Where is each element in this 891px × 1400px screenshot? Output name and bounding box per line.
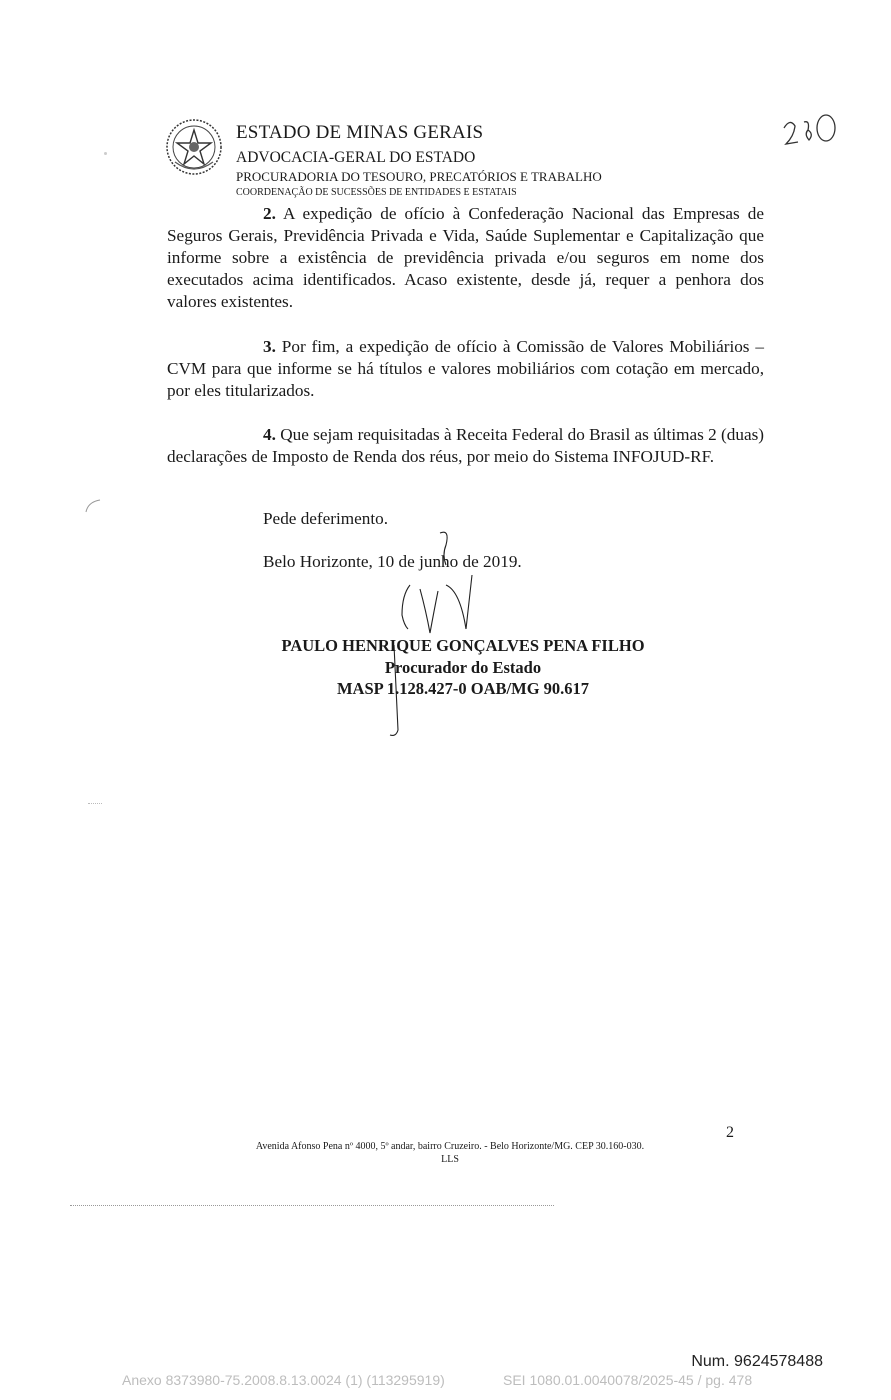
annex-watermark: Anexo 8373980-75.2008.8.13.0024 (1) (113295919) xyxy=(122,1372,445,1388)
paragraph-text: Que sejam requisitadas à Receita Federal do Brasil as últimas 2 (duas) declarações de Imposto de Renda dos réus, por meio do Sistema INFOJUD-RF. xyxy=(167,425,764,466)
paragraph-number: 2. xyxy=(263,204,276,223)
closing-request: Pede deferimento. xyxy=(263,509,389,528)
header-procuradoria: PROCURADORIA DO TESOURO, PRECATÓRIOS E TRABALHO xyxy=(236,169,602,184)
signatory-registration: MASP 1.128.427-0 OAB/MG 90.617 xyxy=(336,679,590,698)
place-and-date: Belo Horizonte, 10 de junho de 2019. xyxy=(263,552,522,571)
paragraph-number: 3. xyxy=(263,337,276,356)
paragraph-item-2 xyxy=(167,203,764,313)
header-agency: ADVOCACIA-GERAL DO ESTADO xyxy=(236,149,476,166)
handwritten-page-number xyxy=(780,110,844,154)
footer-page-number: 2 xyxy=(726,1124,734,1141)
footer-divider xyxy=(70,1205,554,1206)
scan-mark xyxy=(104,152,107,155)
header-coordenacao: COORDENAÇÃO DE SUCESSÕES DE ENTIDADES E ESTATAIS xyxy=(236,187,517,198)
paragraph-text: A expedição de ofício à Confederação Nacional das Empresas de Seguros Gerais, Previdência Privada e Vida, Saúde Suplementar e Capitalização que informe sobre a existência de previdência privada e/ou seguros em nome dos executados acima identificados. Acaso existente, desde já, requer a penhora dos valores existentes. xyxy=(167,204,764,311)
document-number-stamp: Num. 9624578488 xyxy=(691,1353,823,1370)
state-coat-of-arms-icon xyxy=(165,118,223,176)
signatory-name: PAULO HENRIQUE GONÇALVES PENA FILHO xyxy=(281,636,645,655)
paragraph-text: Por fim, a expedição de ofício à Comissão de Valores Mobiliários – CVM para que informe se há títulos e valores mobiliários com cotação em mercado, por eles titularizados. xyxy=(167,337,764,400)
footer-address: Avenida Afonso Pena nº 4000, 5º andar, bairro Cruzeiro. - Belo Horizonte/MG. CEP 30.160-030. xyxy=(255,1141,645,1152)
scan-mark xyxy=(84,498,104,514)
sei-watermark: SEI 1080.01.0040078/2025-45 / pg. 478 xyxy=(503,1372,753,1388)
scan-mark xyxy=(88,803,102,804)
signatory-title: Procurador do Estado xyxy=(384,658,542,677)
handwritten-signature xyxy=(380,525,490,740)
paragraph-item-3 xyxy=(167,336,764,402)
paragraph-item-4 xyxy=(167,424,764,468)
paragraph-number: 4. xyxy=(263,425,276,444)
footer-initials: LLS xyxy=(441,1154,459,1165)
header-state: ESTADO DE MINAS GERAIS xyxy=(236,122,484,143)
handwritten-page-number-mark xyxy=(780,110,844,154)
